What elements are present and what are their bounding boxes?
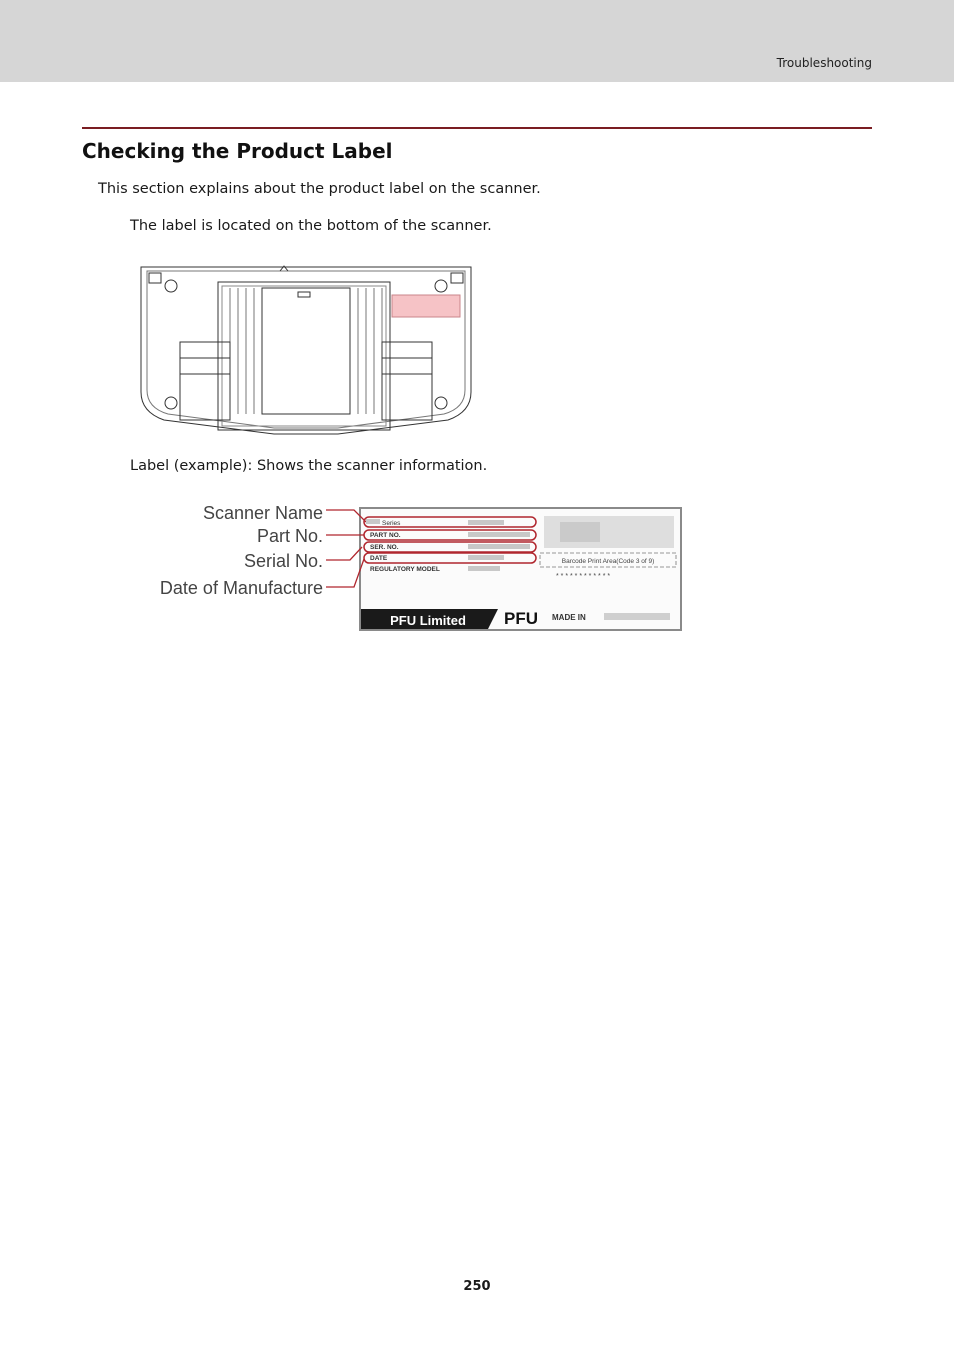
product-label-example [130,498,686,636]
pfu-logo: PFU [504,609,538,628]
svg-text:* * * * * * * * * *: * * * * * * * * * * * * [556,573,611,580]
field-regulatory-model: REGULATORY MODEL [370,566,440,573]
callout-serial-no: Serial No. [243,551,323,571]
callout-part-no: Part No. [256,526,323,546]
field-ser-no: SER. NO. [370,544,399,551]
paper-chute-tray [262,288,350,414]
title-rule [82,127,872,129]
field-date: DATE [370,555,388,562]
callout-scanner-name: Scanner Name [202,503,323,523]
header-section-title: Troubleshooting [776,56,872,70]
leader-serial-no [326,547,362,560]
label-example-caption: Label (example): Shows the scanner information. [130,458,488,474]
page-number: 250 [463,1279,491,1294]
made-in-label: MADE IN [552,613,586,622]
product-label-location [392,295,460,317]
field-part-no: PART NO. [370,532,401,539]
screw-top-right [435,280,447,292]
intro-text: This section explains about the product label on the scanner. [98,181,541,197]
field-series: Series [382,520,401,527]
callout-date-of-manufacture: Date of Manufacture [159,578,323,598]
barcode-print-area-label: Barcode Print Area(Code 3 of 9) [561,558,655,565]
screw-top-left [165,280,177,292]
screw-bottom-right [435,397,447,409]
maker-banner-text: PFU Limited [390,613,466,628]
leader-date [326,559,364,587]
label-location-note: The label is located on the bottom of the scanner. [130,218,492,234]
page-title: Checking the Product Label [82,139,393,163]
blurred-country [604,613,670,620]
scanner-bottom-illustration [138,262,474,442]
screw-bottom-left [165,397,177,409]
